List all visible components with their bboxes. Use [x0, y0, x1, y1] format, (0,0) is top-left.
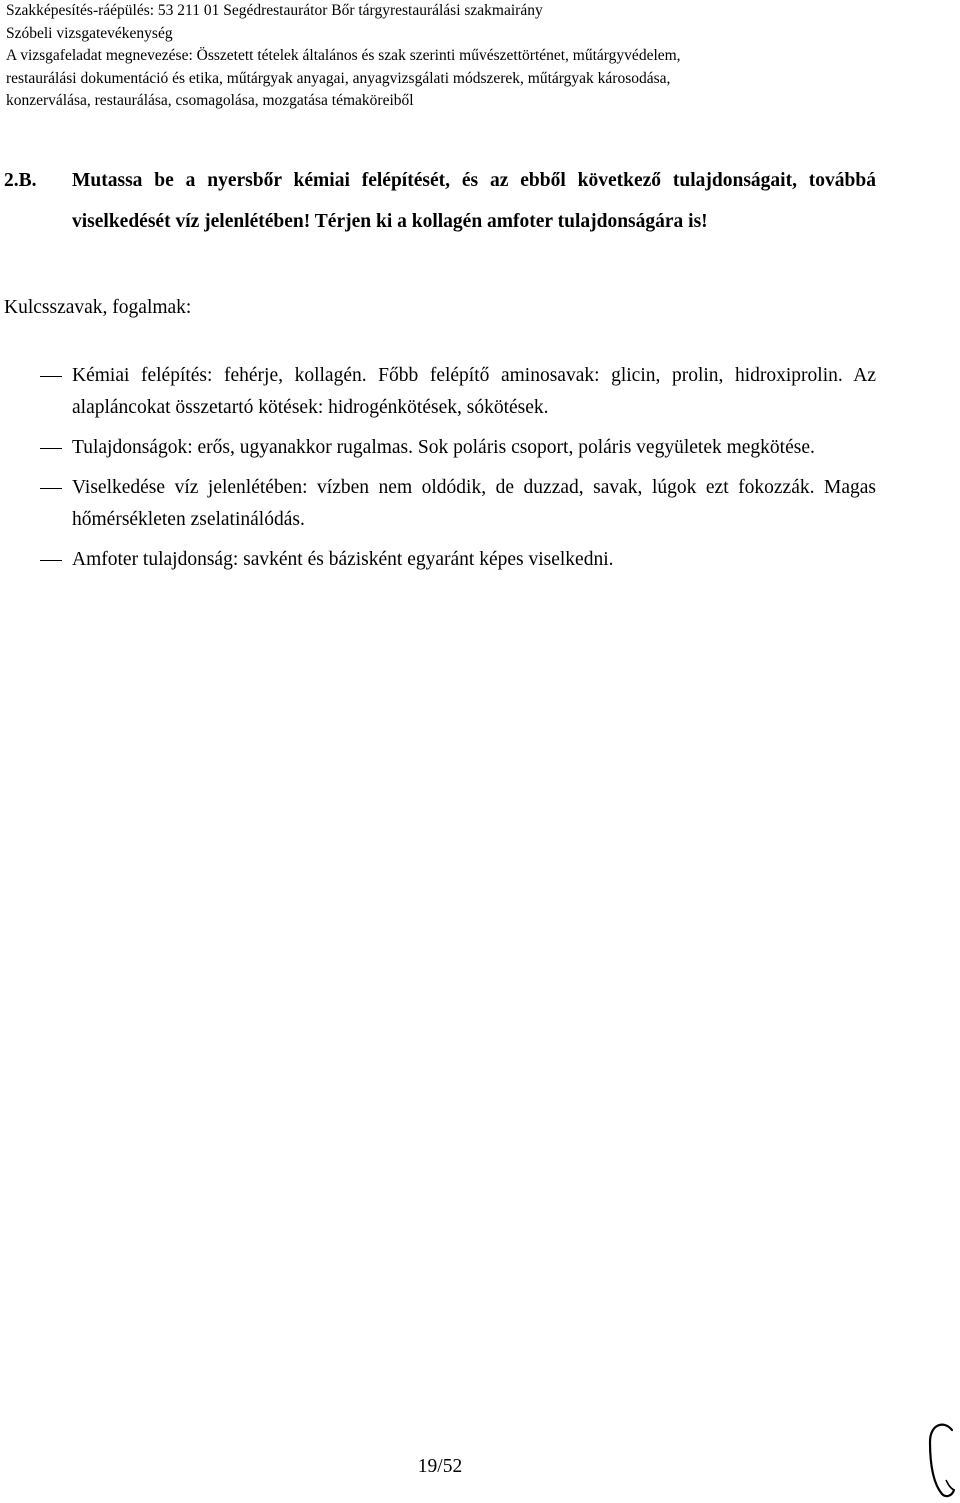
page-number: 19/52: [417, 1456, 463, 1477]
keywords-list: [4, 360, 876, 584]
list-item-text: Viselkedése víz jelenlétében: vízben nem oldódik, de duzzad, savak, lúgok ezt fokozzák. Magas hőmérsékleten zselatinálódás.: [72, 477, 876, 530]
list-item-text: Tulajdonságok: erős, ugyanakkor rugalmas. Sok poláris csoport, poláris vegyületek megkötése.: [72, 437, 815, 458]
list-item: [4, 432, 876, 464]
task-text: Mutassa be a nyersbőr kémiai felépítését, és az ebből következő tulajdonságait, továbbá viselkedését víz jelenlétében! Térjen ki a kollagén amfoter tulajdonságára is!: [72, 170, 876, 232]
header-qualification: Szakképesítés-ráépülés: 53 211 01 Segédrestaurátor Bőr tárgyrestaurálási szakmairány: [6, 2, 543, 19]
list-item-text: Kémiai felépítés: fehérje, kollagén. Főbb felépítő aminosavak: glicin, prolin, hidroxiprolin. Az alapláncokat összetartó kötések: hidrogénkötések, sókötések.: [72, 365, 876, 418]
dash-bullet-icon: [40, 376, 62, 377]
signature-mark: [922, 1420, 958, 1500]
header-task-name-line-3: konzerválása, restaurálása, csomagolása, mozgatása témaköreiből: [6, 92, 414, 109]
list-item: [4, 472, 876, 536]
keywords-title: Kulcsszavak, fogalmak:: [4, 297, 192, 318]
page-header: [6, 0, 956, 113]
dash-bullet-icon: [40, 488, 62, 489]
task-question: [4, 160, 876, 242]
header-task-name-line-2: restaurálási dokumentáció és etika, műtárgyak anyagai, anyagvizsgálati módszerek, műtárgyak károsodása,: [6, 69, 671, 87]
header-task-name-line-1: A vizsgafeladat megnevezése: Összetett tételek általános és szak szerinti művészettörténet, műtárgyvédelem,: [6, 47, 681, 64]
header-exam-type: Szóbeli vizsgatevékenység: [6, 24, 173, 42]
list-item: [4, 360, 876, 424]
dash-bullet-icon: [40, 560, 62, 561]
task-number: 2.B.: [4, 170, 37, 191]
dash-bullet-icon: [40, 448, 62, 449]
list-item-text: Amfoter tulajdonság: savként és bázisként egyaránt képes viselkedni.: [72, 549, 614, 570]
list-item: [4, 544, 876, 576]
